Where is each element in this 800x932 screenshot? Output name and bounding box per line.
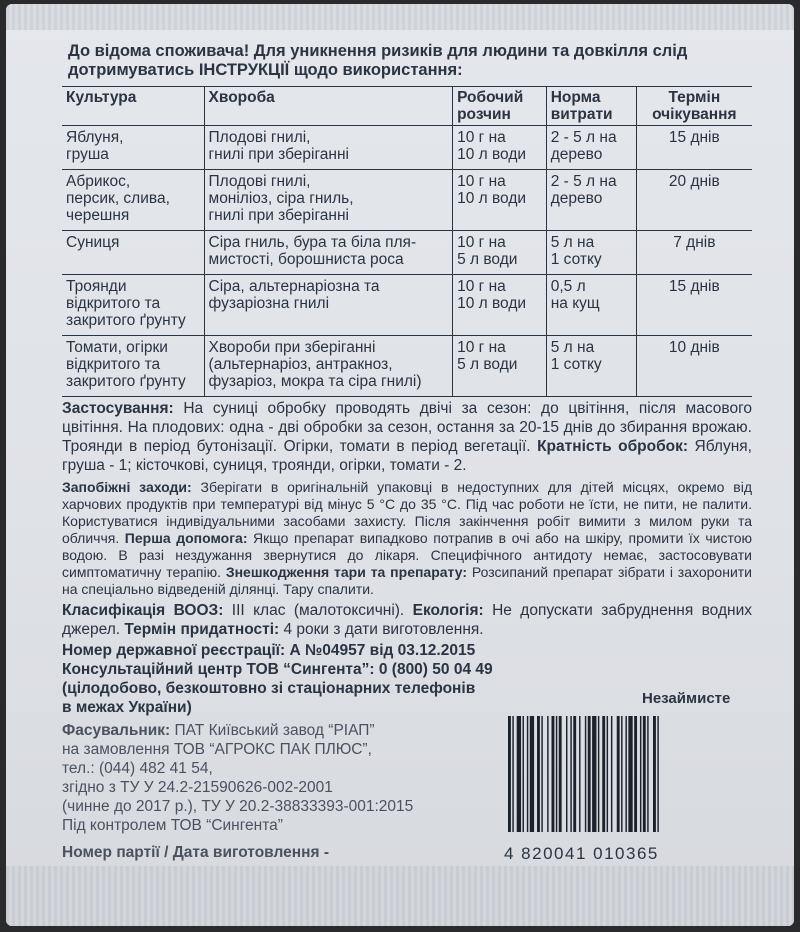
- barcode-bar: [628, 716, 632, 832]
- barcode-bar: [611, 716, 612, 832]
- column-header-crop: [62, 87, 204, 126]
- cell-solution: [453, 126, 547, 170]
- barcode-bar: [541, 716, 542, 832]
- cell-wait: [636, 275, 752, 336]
- cell-line: Томати, огірки: [66, 339, 168, 356]
- table-row: [62, 231, 752, 275]
- cell-line: 10 г на: [457, 339, 506, 356]
- barcode-bar: [570, 716, 571, 832]
- application-label: Застосування:: [62, 400, 174, 417]
- first-aid-label: Перша допомога:: [124, 530, 248, 546]
- village-name: Незаймисте: [642, 690, 731, 707]
- table-header-row: [62, 87, 752, 126]
- ecology-label: Екологія:: [412, 602, 484, 619]
- cell-wait: [636, 231, 752, 275]
- column-header-solution: [453, 87, 547, 126]
- consult-note-2: в межах України): [62, 699, 192, 716]
- barcode-bar: [640, 716, 641, 832]
- column-header-rate: [546, 87, 636, 126]
- barcode-bar: [552, 716, 555, 832]
- barcode-bar: [559, 716, 562, 832]
- cell-line: 7 днів: [673, 234, 716, 251]
- packer-line: Під контролем ТОВ “Сингента”: [62, 817, 283, 834]
- multiplicity-label: Кратність обробок:: [537, 438, 689, 455]
- cell-line: гнилі при зберіганні: [208, 207, 349, 224]
- cell-line: закритого ґрунту: [66, 312, 186, 329]
- cell-line: 10 л води: [457, 190, 527, 207]
- first-aid-text: Якщо препарат випадково потрапив в очі або на шкіру, промити їх чистою водою. В разі нездужання звернутися до лікаря. Специфічного антидоту немає, застосовувати симптоматичну терапію.: [62, 530, 752, 580]
- cell-crop: [62, 275, 204, 336]
- column-header-wait: [636, 87, 752, 126]
- disposal-label: Знешкодження тари та препарату:: [225, 564, 468, 580]
- cell-line: 5 л води: [457, 356, 518, 373]
- cell-line: відкритого та: [66, 356, 161, 373]
- multiplicity-text: Яблуня, груша - 1; кісточкові, суниця, троянди, огірки, томати - 2.: [62, 438, 752, 474]
- table-row: [62, 275, 752, 336]
- barcode-bar: [523, 716, 524, 832]
- cell-solution: [453, 170, 547, 231]
- cell-disease: [204, 275, 453, 336]
- top-seal: [6, 4, 794, 30]
- barcode-bar: [512, 716, 513, 832]
- cell-line: дерево: [550, 190, 603, 207]
- barcode-bar: [556, 716, 557, 832]
- cell-line: 2 - 5 л на: [550, 173, 617, 190]
- cell-disease: [204, 126, 453, 170]
- cell-line: Плодові гнилі,: [208, 173, 311, 190]
- who-class-label: Класифікація ВООЗ:: [62, 602, 224, 619]
- cell-line: Абрикос,: [66, 173, 131, 190]
- cell-line: 0,5 л: [550, 278, 586, 295]
- column-header-line: Термін: [668, 89, 721, 106]
- barcode-bar: [653, 716, 656, 832]
- barcode-bar: [537, 716, 540, 832]
- barcode-bar: [588, 716, 591, 832]
- bottom-seal: [6, 866, 794, 926]
- cell-wait: [636, 170, 752, 231]
- classification-section: [62, 601, 752, 639]
- precautions-text: Зберігати в оригінальній упаковці в недоступних для дітей місцях, окремо від харчових продуктів при температурі від мінус 5 °С до 35 °С. Під час роботи не їсти, не пити, не палити. Користуватися індивідуальними засобами захисту. Після закінчення робіт вимити з милом руки та обличчя.: [62, 479, 752, 546]
- table-row: [62, 170, 752, 231]
- cell-line: персик, слива,: [66, 190, 170, 207]
- barcode-bar: [643, 716, 646, 832]
- barcode-bar: [585, 716, 586, 832]
- consult-note-1: (цілодобово, безкоштовно зі стаціонарних телефонів: [62, 680, 476, 697]
- barcode-bar: [517, 716, 521, 832]
- barcode-bar: [634, 716, 637, 832]
- who-class-text: III клас (малотоксичні).: [223, 602, 413, 619]
- cell-line: 10 г на: [457, 129, 506, 146]
- cell-disease: [204, 170, 453, 231]
- cell-line: 15 днів: [668, 278, 720, 295]
- precautions-label: Запобіжні заходи:: [62, 479, 192, 495]
- column-header-line: Культура: [66, 89, 137, 106]
- consumer-notice: До відома споживача! Для уникнення ризиків для людини та довкілля слід дотримуватись ІНСТРУКЦІЇ щодо використання:: [68, 42, 688, 79]
- barcode-bar: [592, 716, 596, 832]
- cell-rate: [546, 336, 636, 397]
- batch-date: Номер партії / Дата виготовлення -: [62, 844, 329, 861]
- barcode-bar: [602, 716, 605, 832]
- cell-line: на кущ: [550, 295, 600, 312]
- cell-line: (альтернаріоз, антракноз,: [208, 356, 393, 373]
- cell-line: Хвороби при зберіганні: [208, 339, 376, 356]
- cell-solution: [453, 275, 547, 336]
- application-text: На суниці обробку проводять двічі за сезон: до цвітіння, після масового цвітіння. На плодових: одна - дві обробки за сезон, остання за 20-15 днів до збирання врожаю. Троянди в період бутонізації. Огірки, томати в період вегетації.: [62, 400, 752, 455]
- column-header-line: Норма: [550, 89, 601, 106]
- barcode-bar: [598, 716, 599, 832]
- cell-crop: [62, 126, 204, 170]
- column-header-line: Хвороба: [208, 89, 275, 106]
- cell-crop: [62, 170, 204, 231]
- disposal-text: Розсипаний препарат зібрати і захоронити на спеціально відведеній ділянці. Тару спалити.: [62, 564, 752, 597]
- cell-line: 5 л на: [550, 339, 595, 356]
- barcode-bar: [573, 716, 576, 832]
- cell-disease: [204, 336, 453, 397]
- cell-line: 10 л води: [457, 295, 527, 312]
- cell-disease: [204, 231, 453, 275]
- cell-line: відкритого та: [66, 295, 161, 312]
- barcode-bar: [527, 716, 528, 832]
- table-row: [62, 126, 752, 170]
- cell-line: фузаріоз, мокра та сіра гнилі): [208, 373, 422, 390]
- ean-barcode: [504, 716, 754, 863]
- packer-line: тел.: (044) 482 41 54,: [62, 760, 213, 777]
- cell-line: груша: [66, 146, 109, 163]
- column-header-line: Робочий: [457, 89, 524, 106]
- packer-line: згідно з ТУ У 24.2-21590626-002-2001: [62, 779, 333, 796]
- barcode-bar: [579, 716, 580, 832]
- packer-text: ПАТ Київський завод “РІАП”: [170, 722, 375, 739]
- cell-line: черешня: [66, 207, 130, 224]
- cell-line: 10 днів: [668, 339, 720, 356]
- cell-line: Плодові гнилі,: [208, 129, 311, 146]
- usage-table: [62, 86, 752, 397]
- consult-center: Консультаційний центр ТОВ “Сингента”: 0 (800) 50 04 49: [62, 661, 493, 678]
- column-header-disease: [204, 87, 453, 126]
- cell-line: 2 - 5 л на: [550, 129, 617, 146]
- ecology-text: Не допускати забруднення водних джерел.: [62, 602, 752, 638]
- cell-line: 10 л води: [457, 146, 527, 163]
- barcode-bar: [621, 716, 622, 832]
- barcode-bar: [566, 716, 567, 832]
- cell-line: 10 г на: [457, 234, 506, 251]
- cell-line: Троянди: [66, 278, 127, 295]
- cell-line: дерево: [550, 146, 603, 163]
- barcode-bar: [647, 716, 648, 832]
- cell-line: 5 л води: [457, 251, 518, 268]
- barcode-bar: [625, 716, 626, 832]
- barcode-digits: 4 820041 010365: [504, 844, 659, 863]
- packer-label: Фасувальник:: [62, 722, 171, 739]
- cell-line: закритого ґрунту: [66, 373, 186, 390]
- table-body: [62, 126, 752, 397]
- column-header-line: витрати: [550, 106, 613, 123]
- barcode-bar: [617, 716, 620, 832]
- cell-rate: [546, 126, 636, 170]
- cell-rate: [546, 170, 636, 231]
- shelf-life-text: 4 роки з дати виготовлення.: [279, 621, 484, 638]
- cell-crop: [62, 231, 204, 275]
- cell-line: моніліоз, сіра гниль,: [208, 190, 354, 207]
- table-row: [62, 336, 752, 397]
- cell-rate: [546, 275, 636, 336]
- barcode-bars: [504, 716, 754, 832]
- cell-line: 1 сотку: [550, 356, 602, 373]
- registration-number: Номер державної реєстрації: А №04957 від 03.12.2015: [62, 642, 476, 659]
- cell-line: Яблуня,: [66, 129, 124, 146]
- cell-line: Суниця: [66, 234, 120, 251]
- cell-line: 10 г на: [457, 173, 506, 190]
- packer-line: (чинне до 2017 р.), ТУ У 20.2-38833393-001:2015: [62, 798, 414, 815]
- barcode-bar: [508, 716, 511, 832]
- cell-solution: [453, 231, 547, 275]
- sachet-back: [6, 4, 794, 926]
- cell-crop: [62, 336, 204, 397]
- cell-line: 20 днів: [668, 173, 720, 190]
- column-header-line: розчин: [457, 106, 511, 123]
- cell-line: фузаріозна гнилі: [208, 295, 330, 312]
- packer-line: на замовлення ТОВ “АГРОКС ПАК ПЛЮС”,: [62, 741, 372, 758]
- cell-line: 1 сотку: [550, 251, 602, 268]
- precautions-section: [62, 479, 752, 598]
- cell-wait: [636, 336, 752, 397]
- cell-line: Сіра гниль, бура та біла пля-: [208, 234, 417, 251]
- cell-wait: [636, 126, 752, 170]
- barcode-bar: [530, 716, 534, 832]
- application-section: [62, 399, 752, 475]
- cell-line: 10 г на: [457, 278, 506, 295]
- cell-line: Сіра, альтернаріозна та: [208, 278, 380, 295]
- shelf-life-label: Термін придатності:: [124, 621, 280, 638]
- cell-line: 5 л на: [550, 234, 595, 251]
- barcode-bar: [657, 716, 658, 832]
- barcode-bar: [607, 716, 608, 832]
- cell-solution: [453, 336, 547, 397]
- column-header-line: очікування: [652, 106, 737, 123]
- cell-rate: [546, 231, 636, 275]
- cell-line: мистості, борошниста роса: [208, 251, 404, 268]
- barcode-bar: [547, 716, 548, 832]
- cell-line: гнилі при зберіганні: [208, 146, 349, 163]
- cell-line: 15 днів: [668, 129, 720, 146]
